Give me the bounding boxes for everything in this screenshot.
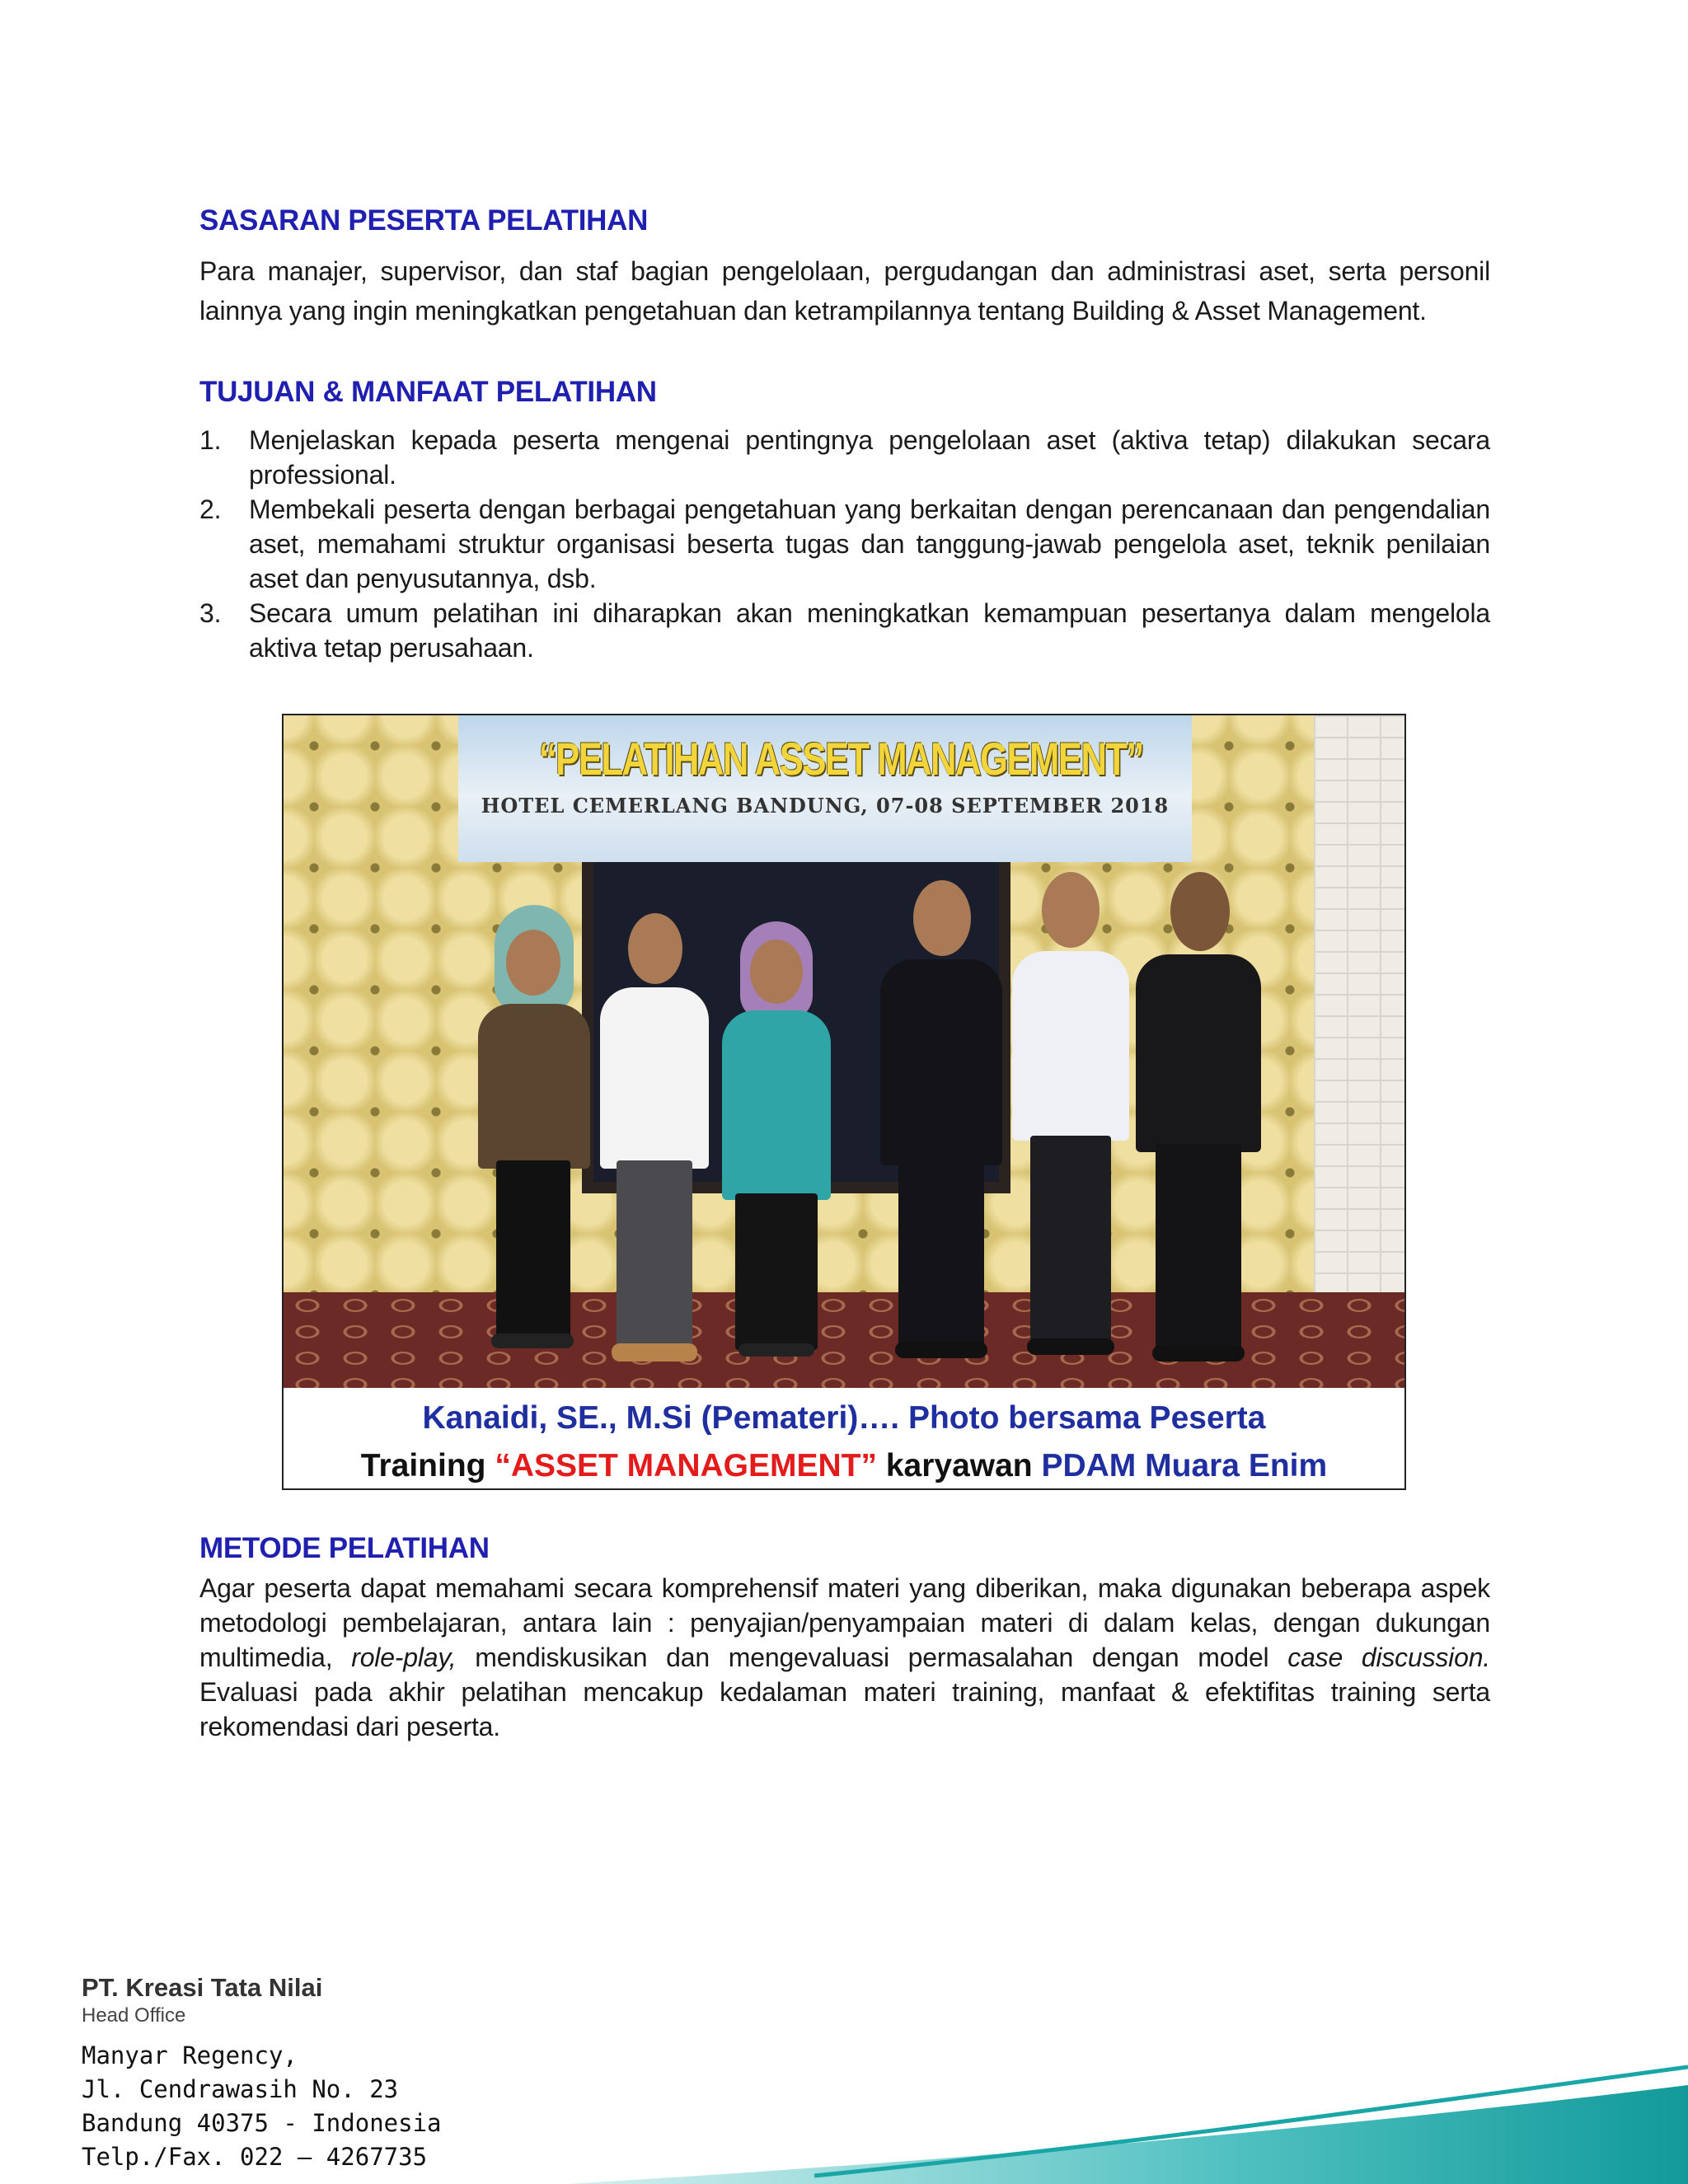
goals-list bbox=[199, 423, 1490, 665]
banner-title: “PELATIHAN ASSET MANAGEMENT” bbox=[538, 733, 1143, 785]
list-item-text: Secara umum pelatihan ini diharapkan akan meningkatkan kemampuan pesertanya dalam mengelola aktiva tetap perusahaan. bbox=[249, 598, 1490, 663]
person-3 bbox=[719, 921, 834, 1375]
section-title-metode: METODE PELATIHAN bbox=[199, 1532, 490, 1564]
company-address bbox=[82, 2039, 442, 2174]
footer-swoosh-decoration bbox=[567, 2036, 1688, 2184]
banner-subtitle: HOTEL CEMERLANG BANDUNG, 07-08 SEPTEMBER 2018 bbox=[481, 794, 1170, 818]
list-item-text: Membekali peserta dengan berbagai pengetahuan yang berkaitan dengan perencanaan dan pengendalian aset, memahami struktur organisasi beserta tugas dan tanggung-jawab pengelola aset, teknik penilaian aset dan penyusutannya, dsb. bbox=[249, 494, 1490, 593]
list-item-number: 2. bbox=[199, 494, 222, 524]
person-4 bbox=[875, 880, 1007, 1375]
metode-text-roleplay: role-play, bbox=[351, 1643, 457, 1672]
office-label: Head Office bbox=[82, 2004, 186, 2027]
caption-highlight-blue: PDAM Muara Enim bbox=[1041, 1448, 1328, 1483]
metode-text-c: Evaluasi pada akhir pelatihan mencakup kedalaman materi training, manfaat & efektifitas training serta rekomendasi dari peserta. bbox=[199, 1677, 1490, 1741]
list-item-text: Menjelaskan kepada peserta mengenai pentingnya pengelolaan aset (aktiva tetap) dilakukan secara professional. bbox=[249, 425, 1490, 490]
metode-section bbox=[199, 1530, 1490, 1744]
event-banner bbox=[458, 715, 1192, 862]
metode-paragraph bbox=[199, 1571, 1490, 1744]
section-title-sasaran: SASARAN PESERTA PELATIHAN bbox=[199, 204, 649, 237]
caption-highlight-red: “ASSET MANAGEMENT” bbox=[495, 1448, 877, 1483]
training-photo bbox=[282, 714, 1406, 1490]
address-line: Manyar Regency, bbox=[82, 2041, 298, 2069]
person-6 bbox=[1132, 872, 1264, 1375]
main-content bbox=[199, 202, 1490, 665]
section-title-tujuan: TUJUAN & MANFAAT PELATIHAN bbox=[199, 376, 657, 408]
company-name: PT. Kreasi Tata Nilai bbox=[82, 1973, 323, 2002]
photo-caption bbox=[284, 1388, 1404, 1488]
caption-line-2 bbox=[284, 1447, 1404, 1485]
list-item bbox=[199, 492, 1490, 596]
metode-text-a: Agar peserta dapat memahami secara komprehensif materi yang diberikan, maka digunakan beberapa aspek metodologi pembelajaran, antara lain : penyajian/penyampaian materi di dalam kelas, dengan dukungan multimedia, bbox=[199, 1573, 1490, 1672]
person-2 bbox=[597, 913, 712, 1375]
address-line: Bandung 40375 - Indonesia bbox=[82, 2109, 442, 2137]
list-item-number: 1. bbox=[199, 425, 222, 455]
brick-wall bbox=[1314, 715, 1404, 1388]
caption-line-2-middle: karyawan bbox=[877, 1448, 1042, 1483]
address-line: Telp./Fax. 022 – 4267735 bbox=[82, 2143, 428, 2171]
metode-text-b: mendiskusikan dan mengevaluasi permasalahan dengan model bbox=[456, 1643, 1288, 1672]
sasaran-paragraph: Para manajer, supervisor, dan staf bagian pengelolaan, pergudangan dan administrasi aset, serta personil lainnya yang ingin meningkatkan pengetahuan dan ketrampilannya tentang Building & Asset Management. bbox=[199, 256, 1490, 326]
list-item-number: 3. bbox=[199, 598, 222, 628]
caption-line-2-prefix: Training bbox=[360, 1448, 495, 1483]
caption-line-1: Kanaidi, SE., M.Si (Pemateri)…. Photo bersama Peserta bbox=[422, 1400, 1266, 1436]
address-line: Jl. Cendrawasih No. 23 bbox=[82, 2075, 399, 2103]
person-1 bbox=[471, 905, 595, 1366]
metode-text-case: case discussion. bbox=[1287, 1643, 1490, 1672]
list-item bbox=[199, 596, 1490, 665]
photo-scene bbox=[284, 715, 1404, 1388]
person-5 bbox=[1009, 872, 1132, 1375]
list-item bbox=[199, 423, 1490, 492]
